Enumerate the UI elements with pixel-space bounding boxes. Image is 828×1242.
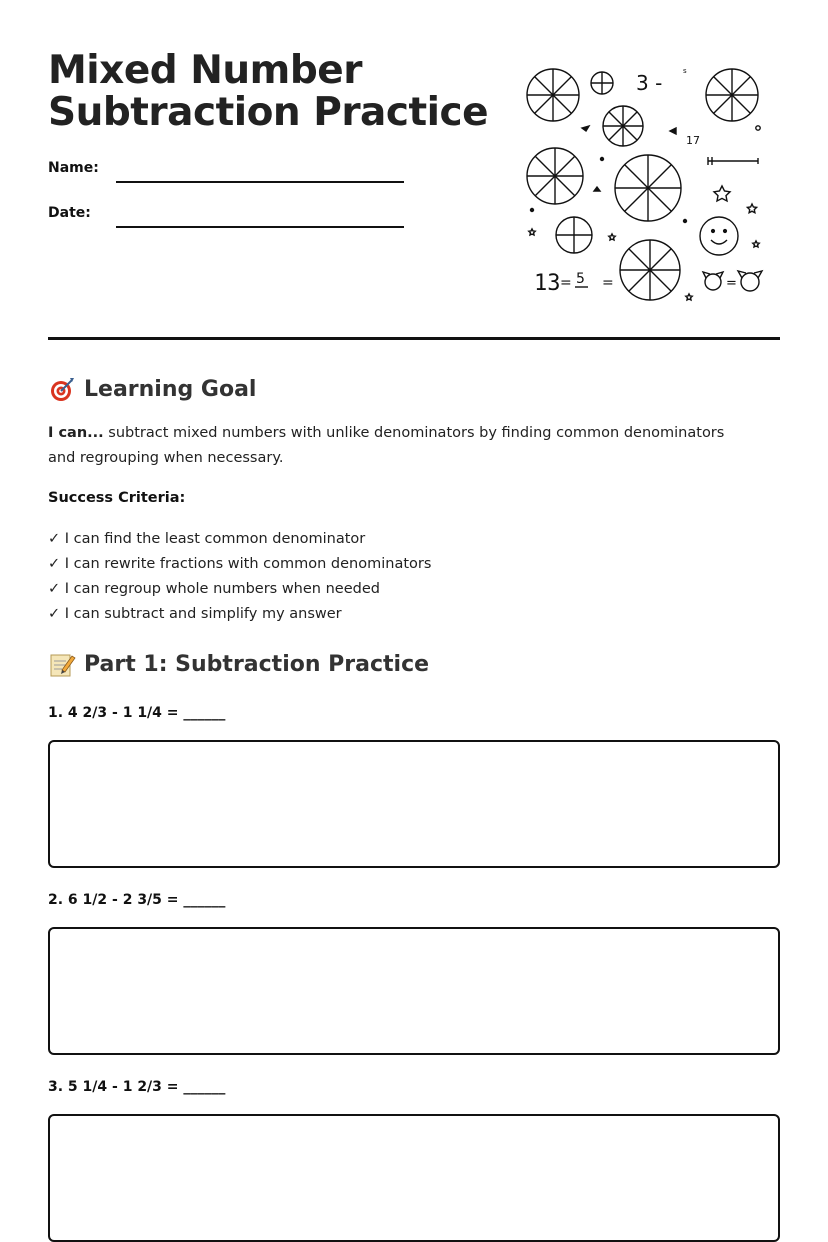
question-3: 3. 5 1/4 - 1 2/3 = ______ bbox=[48, 1079, 226, 1095]
doodle-equals: = bbox=[726, 276, 737, 291]
star-icon bbox=[686, 294, 692, 300]
smiley-icon bbox=[700, 217, 738, 255]
star-icon bbox=[609, 234, 615, 240]
doodle-letter-s: s bbox=[683, 67, 687, 75]
title-line-2: Subtraction Practice bbox=[48, 90, 489, 135]
i-can-label: I can... bbox=[48, 425, 104, 441]
answer-box-3[interactable] bbox=[48, 1114, 780, 1242]
list-item: ✓ I can regroup whole numbers when needed bbox=[48, 581, 380, 597]
learning-goal-heading bbox=[48, 375, 256, 403]
header-divider bbox=[48, 337, 780, 340]
cat-face-icon bbox=[703, 272, 723, 290]
doodle-number-13: 13 bbox=[534, 271, 561, 296]
fraction-circle-icon bbox=[591, 72, 613, 94]
star-icon bbox=[529, 229, 535, 235]
question-1: 1. 4 2/3 - 1 1/4 = ______ bbox=[48, 705, 226, 721]
date-field-line[interactable] bbox=[116, 226, 404, 228]
name-label: Name: bbox=[48, 160, 99, 176]
star-icon bbox=[714, 186, 730, 201]
doodle-equals: = bbox=[560, 275, 572, 291]
fraction-doodle-illustration bbox=[518, 58, 780, 308]
doodle-number-5: 5 bbox=[576, 271, 585, 287]
fraction-circle-icon bbox=[706, 69, 758, 121]
dot-icon bbox=[601, 158, 604, 161]
fraction-circle-icon bbox=[603, 106, 643, 146]
success-criteria-label: Success Criteria: bbox=[48, 490, 186, 506]
star-icon bbox=[747, 204, 756, 213]
i-can-text: subtract mixed numbers with unlike denominators by finding common denominators and regrouping when necessary. bbox=[48, 425, 725, 466]
star-icon bbox=[753, 241, 759, 247]
arrow-icon bbox=[582, 126, 589, 131]
answer-box-1[interactable] bbox=[48, 740, 780, 868]
dot-icon bbox=[531, 209, 534, 212]
part1-heading bbox=[48, 650, 429, 678]
name-field-line[interactable] bbox=[116, 181, 404, 183]
target-icon bbox=[48, 375, 76, 403]
i-can-statement bbox=[48, 421, 748, 471]
answer-box-2[interactable] bbox=[48, 927, 780, 1055]
question-2: 2. 6 1/2 - 2 3/5 = ______ bbox=[48, 892, 226, 908]
list-item: ✓ I can subtract and simplify my answer bbox=[48, 606, 342, 622]
dot-icon bbox=[684, 220, 687, 223]
arrow-icon bbox=[670, 128, 676, 134]
memo-icon bbox=[48, 650, 76, 678]
doodle-equals: = bbox=[602, 275, 614, 291]
fraction-circle-icon bbox=[556, 217, 592, 253]
list-item: ✓ I can find the least common denominator bbox=[48, 531, 366, 547]
fraction-circle-icon bbox=[615, 155, 681, 221]
ruler-icon bbox=[708, 157, 758, 165]
cat-face-icon bbox=[738, 271, 762, 291]
doodle-number-3: 3 - bbox=[636, 71, 663, 95]
fraction-circle-icon bbox=[527, 69, 579, 121]
title-line-1: Mixed Number bbox=[48, 48, 362, 93]
worksheet-title bbox=[48, 50, 488, 134]
list-item: ✓ I can rewrite fractions with common denominators bbox=[48, 556, 432, 572]
part1-title: Part 1: Subtraction Practice bbox=[84, 651, 430, 677]
learning-goal-title: Learning Goal bbox=[84, 376, 257, 402]
success-criteria-list bbox=[48, 527, 431, 627]
fraction-circle-icon bbox=[527, 148, 583, 204]
arrow-icon bbox=[594, 187, 600, 191]
date-label: Date: bbox=[48, 205, 91, 221]
doodle-number-17: 17 bbox=[686, 134, 700, 147]
fraction-circle-icon bbox=[620, 240, 680, 300]
dot-icon bbox=[756, 126, 760, 130]
